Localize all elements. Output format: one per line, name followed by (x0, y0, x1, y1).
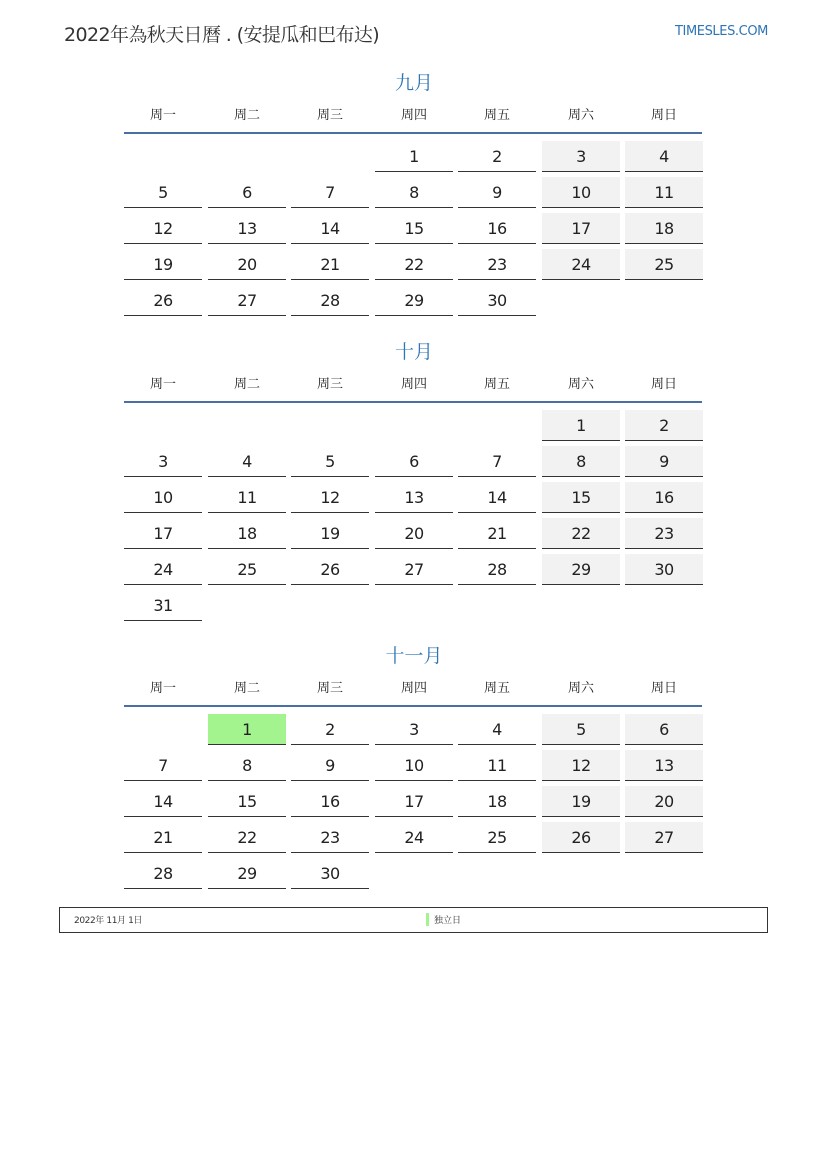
weekday-label: 周五 (483, 681, 510, 696)
day-cell: 26 (124, 285, 202, 316)
day-cell: 12 (124, 213, 202, 244)
weekday-header-row (124, 679, 704, 699)
day-cell: 7 (458, 446, 536, 477)
day-cell: 24 (542, 249, 620, 280)
day-cell: 11 (458, 750, 536, 781)
day-cell: 28 (458, 554, 536, 585)
weekday-label: 周日 (650, 377, 677, 392)
day-cell: 14 (458, 482, 536, 513)
site-name-link[interactable]: TIMESLES.COM (674, 24, 768, 39)
day-cell: 22 (375, 249, 453, 280)
weekday-label: 周三 (316, 681, 343, 696)
weekday-label: 周六 (567, 681, 594, 696)
weekday-label: 周六 (567, 377, 594, 392)
day-cell: 8 (542, 446, 620, 477)
day-cell: 20 (208, 249, 286, 280)
day-cell: 18 (625, 213, 703, 244)
day-cell: 20 (375, 518, 453, 549)
day-cell: 24 (375, 822, 453, 853)
day-cell: 2 (625, 410, 703, 441)
day-cell: 4 (625, 141, 703, 172)
day-cell: 13 (375, 482, 453, 513)
day-cell: 17 (375, 786, 453, 817)
day-cell: 21 (458, 518, 536, 549)
day-cell: 12 (542, 750, 620, 781)
day-cell: 18 (458, 786, 536, 817)
day-cell: 6 (375, 446, 453, 477)
day-cell: 14 (291, 213, 369, 244)
day-cell: 11 (208, 482, 286, 513)
weekday-label: 周六 (567, 108, 594, 123)
weekday-label: 周一 (149, 108, 176, 123)
day-cell: 5 (291, 446, 369, 477)
day-cell: 23 (458, 249, 536, 280)
day-cell: 25 (208, 554, 286, 585)
weekday-label: 周日 (650, 108, 677, 123)
header-divider (124, 401, 702, 403)
day-cell: 24 (124, 554, 202, 585)
day-cell: 4 (208, 446, 286, 477)
day-cell: 17 (542, 213, 620, 244)
day-cell: 3 (375, 714, 453, 745)
header-divider (124, 705, 702, 707)
day-cell: 23 (625, 518, 703, 549)
day-cell: 15 (375, 213, 453, 244)
day-cell: 30 (625, 554, 703, 585)
day-cell: 30 (291, 858, 369, 889)
day-cell: 2 (291, 714, 369, 745)
weekday-label: 周三 (316, 377, 343, 392)
day-cell: 25 (458, 822, 536, 853)
day-cell: 19 (124, 249, 202, 280)
day-cell: 28 (124, 858, 202, 889)
day-cell: 11 (625, 177, 703, 208)
day-cell: 16 (291, 786, 369, 817)
weekday-label: 周日 (650, 681, 677, 696)
day-cell: 8 (375, 177, 453, 208)
day-cell: 31 (124, 590, 202, 621)
month-title: 十月 (394, 341, 433, 363)
day-cell: 28 (291, 285, 369, 316)
day-cell: 16 (625, 482, 703, 513)
legend-holiday-date: 2022年 11月 1日 (74, 916, 143, 926)
page-header (0, 0, 827, 60)
day-cell: 8 (208, 750, 286, 781)
day-cell: 1 (542, 410, 620, 441)
day-cell: 15 (542, 482, 620, 513)
day-cell: 22 (542, 518, 620, 549)
day-cell: 29 (542, 554, 620, 585)
day-cell: 3 (542, 141, 620, 172)
day-cell: 27 (208, 285, 286, 316)
header-divider (124, 132, 702, 134)
day-cell: 20 (625, 786, 703, 817)
weekday-label: 周四 (400, 108, 427, 123)
legend-holiday-swatch (426, 913, 429, 926)
day-cell: 21 (124, 822, 202, 853)
weekday-header-row (124, 375, 704, 395)
day-cell: 1 (375, 141, 453, 172)
day-cell: 10 (375, 750, 453, 781)
day-cell: 25 (625, 249, 703, 280)
month-title: 十一月 (385, 645, 443, 667)
day-cell: 5 (124, 177, 202, 208)
day-cell: 12 (291, 482, 369, 513)
weekday-label: 周二 (233, 108, 260, 123)
day-cell: 15 (208, 786, 286, 817)
weekday-header-row (124, 106, 704, 126)
day-cell: 9 (625, 446, 703, 477)
day-cell: 18 (208, 518, 286, 549)
day-cell: 7 (291, 177, 369, 208)
holiday-day-cell: 1 (208, 714, 286, 745)
day-cell: 19 (291, 518, 369, 549)
weekday-label: 周一 (149, 681, 176, 696)
day-cell: 26 (291, 554, 369, 585)
holiday-legend (59, 907, 768, 933)
day-cell: 13 (208, 213, 286, 244)
day-cell: 23 (291, 822, 369, 853)
weekday-label: 周五 (483, 377, 510, 392)
day-cell: 13 (625, 750, 703, 781)
day-cell: 3 (124, 446, 202, 477)
day-cell: 30 (458, 285, 536, 316)
weekday-label: 周四 (400, 377, 427, 392)
day-cell: 2 (458, 141, 536, 172)
day-cell: 26 (542, 822, 620, 853)
weekday-label: 周二 (233, 377, 260, 392)
day-cell: 27 (375, 554, 453, 585)
day-cell: 17 (124, 518, 202, 549)
weekday-label: 周一 (149, 377, 176, 392)
day-cell: 14 (124, 786, 202, 817)
day-cell: 6 (625, 714, 703, 745)
page-title: 2022年為秋天日曆 . (安提瓜和巴布达) (64, 24, 380, 46)
day-cell: 5 (542, 714, 620, 745)
day-cell: 22 (208, 822, 286, 853)
day-cell: 10 (124, 482, 202, 513)
month-title: 九月 (394, 72, 433, 94)
legend-holiday-name: 独立日 (434, 916, 462, 926)
day-cell: 29 (375, 285, 453, 316)
weekday-label: 周五 (483, 108, 510, 123)
day-cell: 21 (291, 249, 369, 280)
weekday-label: 周二 (233, 681, 260, 696)
day-cell: 6 (208, 177, 286, 208)
day-cell: 27 (625, 822, 703, 853)
day-cell: 10 (542, 177, 620, 208)
day-cell: 16 (458, 213, 536, 244)
weekday-label: 周三 (316, 108, 343, 123)
day-cell: 4 (458, 714, 536, 745)
day-cell: 29 (208, 858, 286, 889)
day-cell: 9 (291, 750, 369, 781)
day-cell: 7 (124, 750, 202, 781)
day-cell: 19 (542, 786, 620, 817)
day-cell: 9 (458, 177, 536, 208)
weekday-label: 周四 (400, 681, 427, 696)
